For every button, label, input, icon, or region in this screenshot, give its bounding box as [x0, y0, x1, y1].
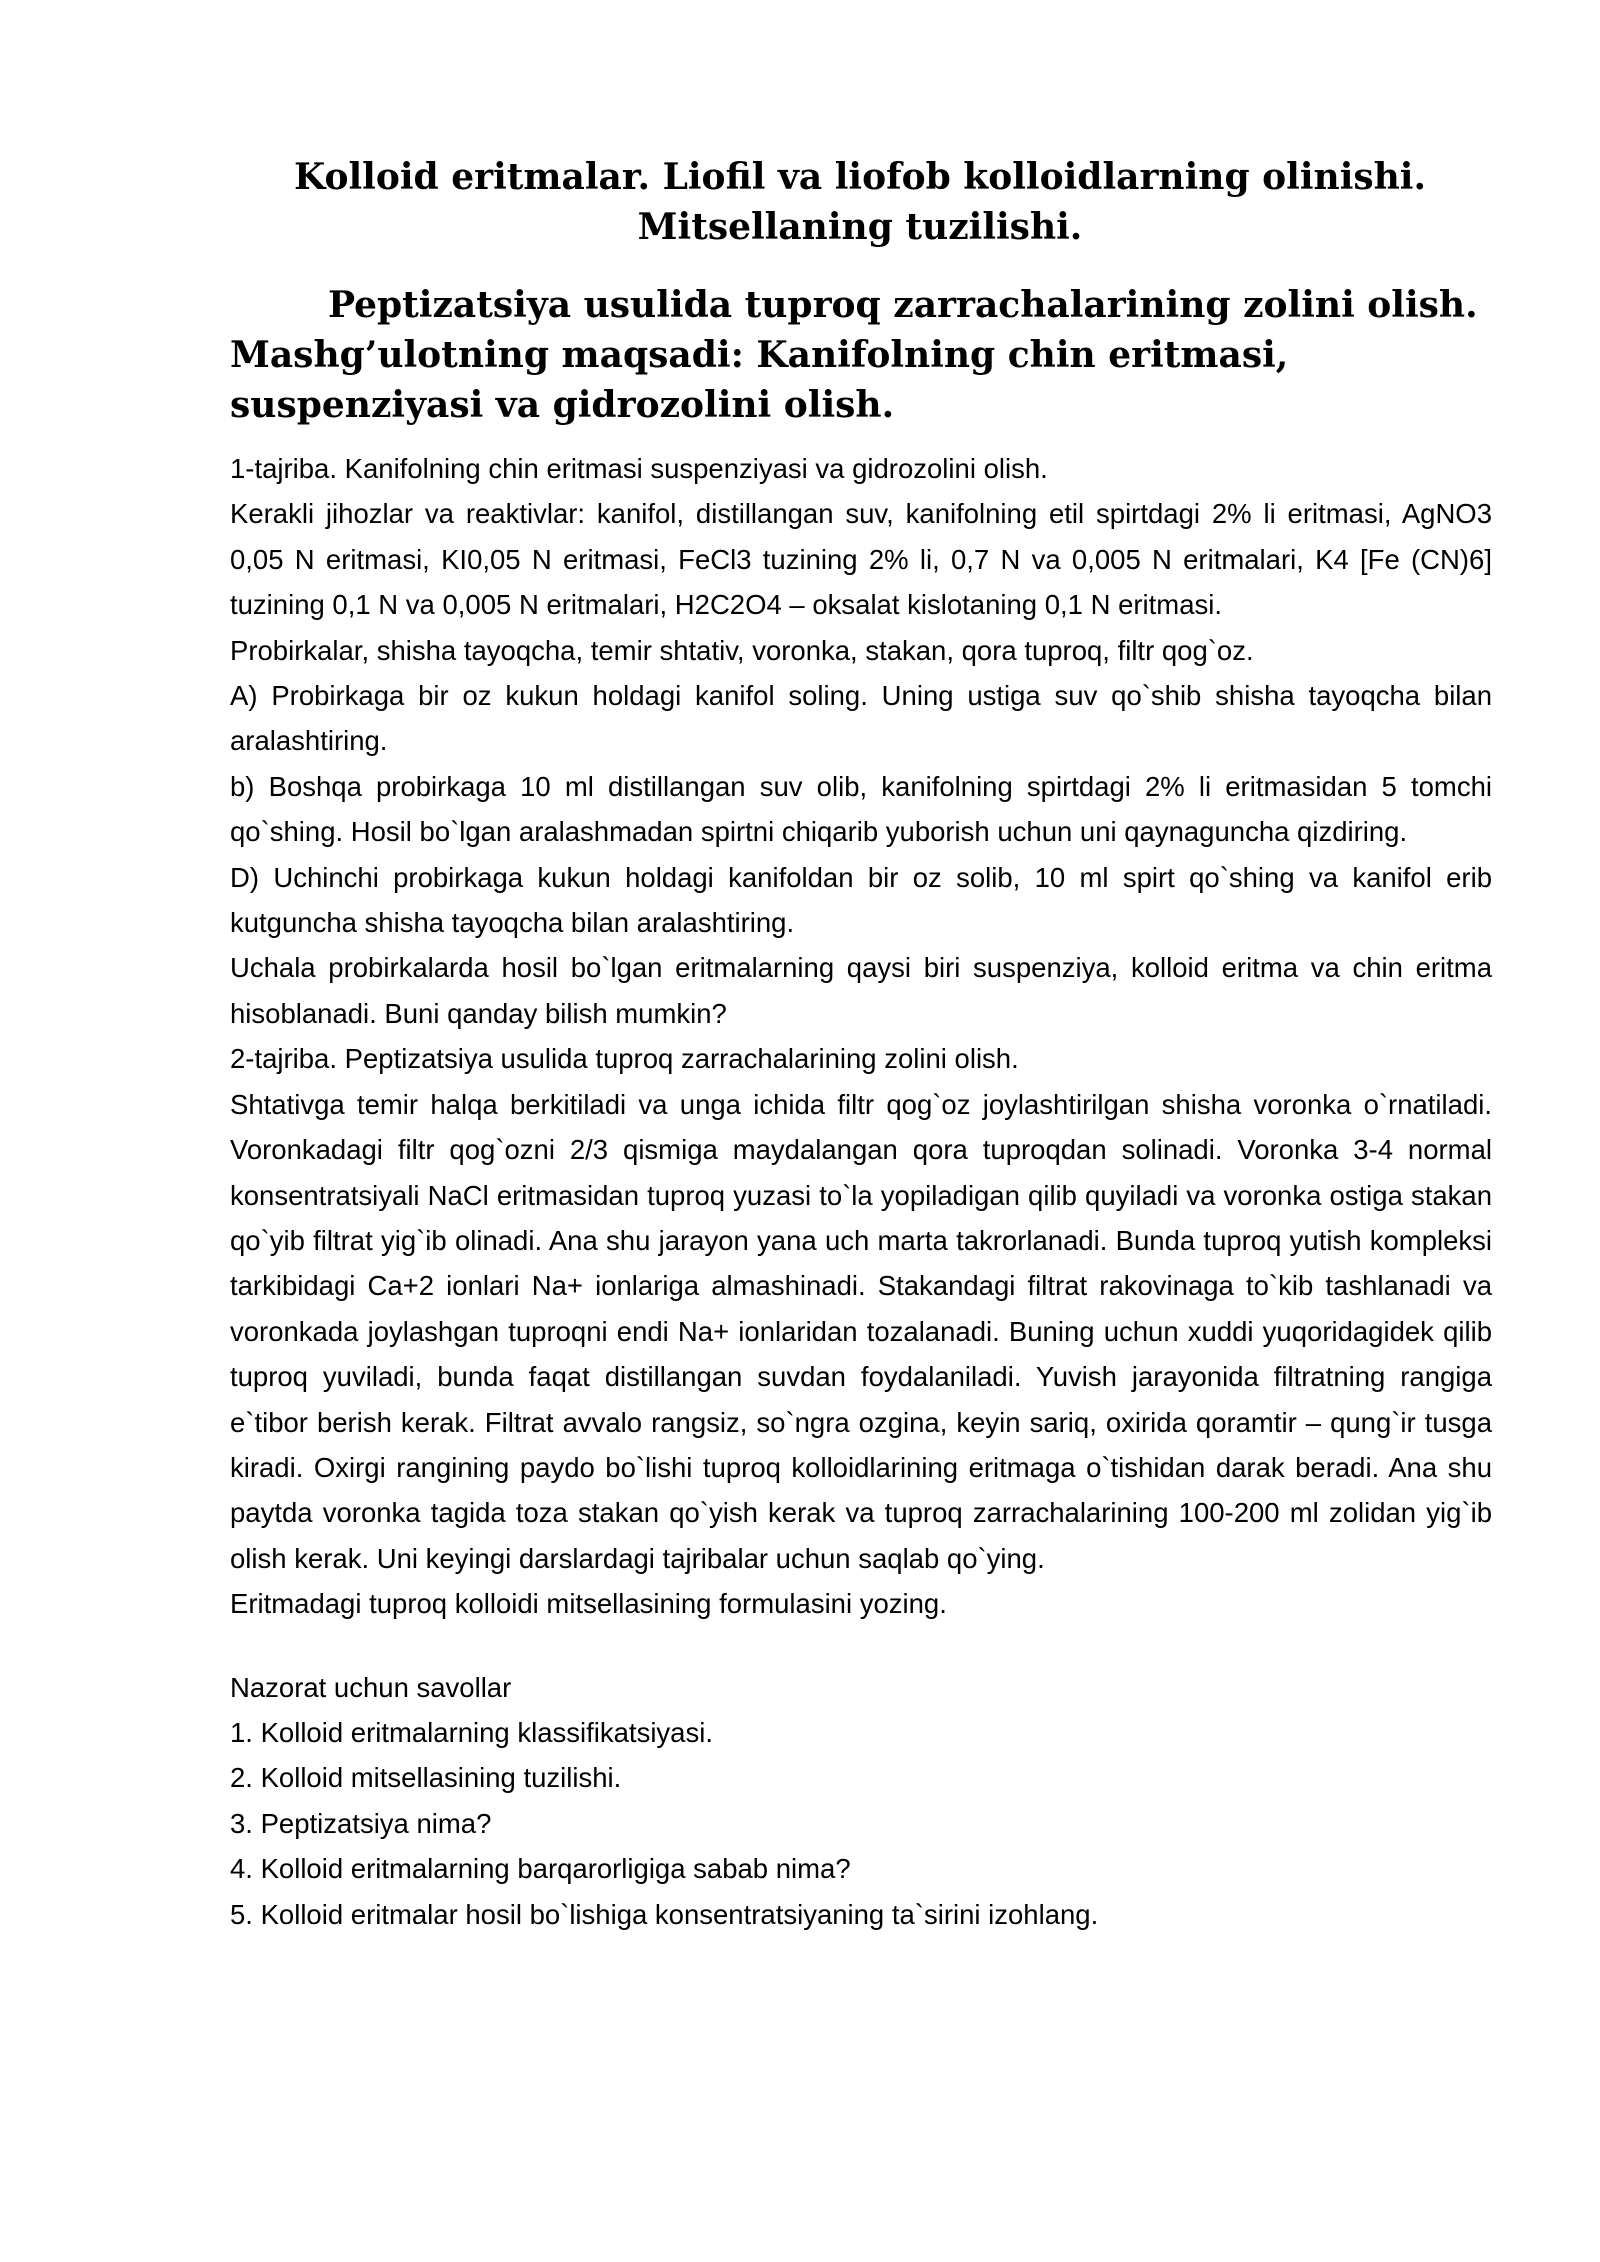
experiment-1-title: 1-tajriba. Kanifolning chin eritmasi suspenziyasi va gidrozolini olish. [230, 453, 1048, 484]
document-body [230, 446, 1492, 1937]
section-spacer [230, 1627, 1492, 1665]
title-line-2: Mitsellaning tuzilishi. [637, 206, 1083, 248]
title-line-1: Kolloid eritmalar. Liofil va liofob kolloidlarning olinishi. [293, 156, 1427, 198]
step-d-paragraph: D) Uchinchi probirkaga kukun holdagi kanifoldan bir oz solib, 10 ml spirt qo`shing va kanifol erib kutguncha shisha tayoqcha bilan aralashtiring. [230, 861, 1492, 939]
control-question-item: 1. Kolloid eritmalarning klassifikatsiyasi. [230, 1716, 713, 1748]
title-line-3: Peptizatsiya usulida tuproq zarrachalarining zolini olish. [328, 284, 1478, 326]
control-question-item: 3. Peptizatsiya nima? [230, 1807, 492, 1839]
equipment-paragraph-2: Probirkalar, shisha tayoqcha, temir shtativ, voronka, stakan, qora tuproq, filtr qog`oz. [230, 634, 1254, 666]
step-a-paragraph: A) Probirkaga bir oz kukun holdagi kanifol soling. Uning ustiga suv qo`shib shisha tayoqcha bilan aralashtiring. [230, 680, 1492, 757]
formula-task-paragraph: Eritmadagi tuproq kolloidi mitsellasining formulasini yozing. [230, 1588, 947, 1620]
control-question-item: 5. Kolloid eritmalar hosil bo`lishiga konsentratsiyaning ta`sirini izohlang. [230, 1898, 1099, 1930]
experiment-2-paragraph: Shtativga temir halqa berkitiladi va unga ichida filtr qog`oz joylashtirilgan shisha voronka o`rnatiladi. Voronkadagi filtr qog`ozni 2/3 qismiga maydalangan qora tuproqdan solinadi. Voronka 3-4 normal konsentratsiyali NaCl eritmasidan tuproq yuzasi to`la yopiladigan qilib quyiladi va voronka ostiga stakan qo`yib filtrat yig`ib olinadi. Ana shu jarayon yana uch marta takrorlanadi. Bunda tuproq yutish kompleksi tarkibidagi Ca+2 ionlari Na+ ionlariga almashinadi. Stakandagi filtrat rakovinaga to`kib tashlanadi va voronkada joylashgan tuproqni endi Na+ ionlaridan tozalanadi. Buning uchun xuddi yuqoridagidek qilib tuproq yuviladi, bunda faqat distillangan suvdan foydalaniladi. Yuvish jarayonida filtratning rangiga e`tibor berish kerak. Filtrat avvalo rangsiz, so`ngra ozgina, keyin sariq, oxirida qoramtir – qung`ir tusga kiradi. Oxirgi rangining paydo bo`lishi tuproq kolloidlarining eritmaga o`tishidan darak beradi. Ana shu paytda voronka tagida toza stakan qo`yish kerak va tuproq zarrachalarining 100-200 ml zolidan yig`ib olish kerak. Uni keyingi darslardagi tajribalar uchun saqlab qo`ying. [230, 1088, 1492, 1574]
title-line-4: Mashg’ulotning maqsadi: Kanifolning chin eritmasi, suspenziyasi va gidrozolini olish. [230, 334, 1289, 426]
experiment-2-title: 2-tajriba. Peptizatsiya usulida tuproq zarrachalarining zolini olish. [230, 1043, 1019, 1075]
control-question-item: 2. Kolloid mitsellasining tuzilishi. [230, 1762, 622, 1794]
control-questions-heading: Nazorat uchun savollar [230, 1671, 512, 1703]
control-question-item: 4. Kolloid eritmalarning barqarorligiga sabab nima? [230, 1853, 851, 1885]
question-paragraph: Uchala probirkalarda hosil bo`lgan eritmalarning qaysi biri suspenziya, kolloid eritma va chin eritma hisoblanadi. Buni qanday bilish mumkin? [230, 952, 1492, 1029]
document-title-block [230, 152, 1490, 430]
equipment-paragraph: Kerakli jihozlar va reaktivlar: kanifol, distillangan suv, kanifolning etil spirtdagi 2% li eritmasi, AgNO3 0,05 N eritmasi, KI0,05 N eritmasi, FeCl3 tuzining 2% li, 0,7 N va 0,005 N eritmalari, K4 [Fe (CN)6] tuzining 0,1 N va 0,005 N eritmalari, H2C2O4 – oksalat kislotaning 0,1 N eritmasi. [230, 498, 1492, 621]
step-b-paragraph: b) Boshqa probirkaga 10 ml distillangan suv olib, kanifolning spirtdagi 2% li eritmasidan 5 tomchi qo`shing. Hosil bo`lgan aralashmadan spirtni chiqarib yuborish uchun uni qaynaguncha qizdiring. [230, 770, 1492, 848]
